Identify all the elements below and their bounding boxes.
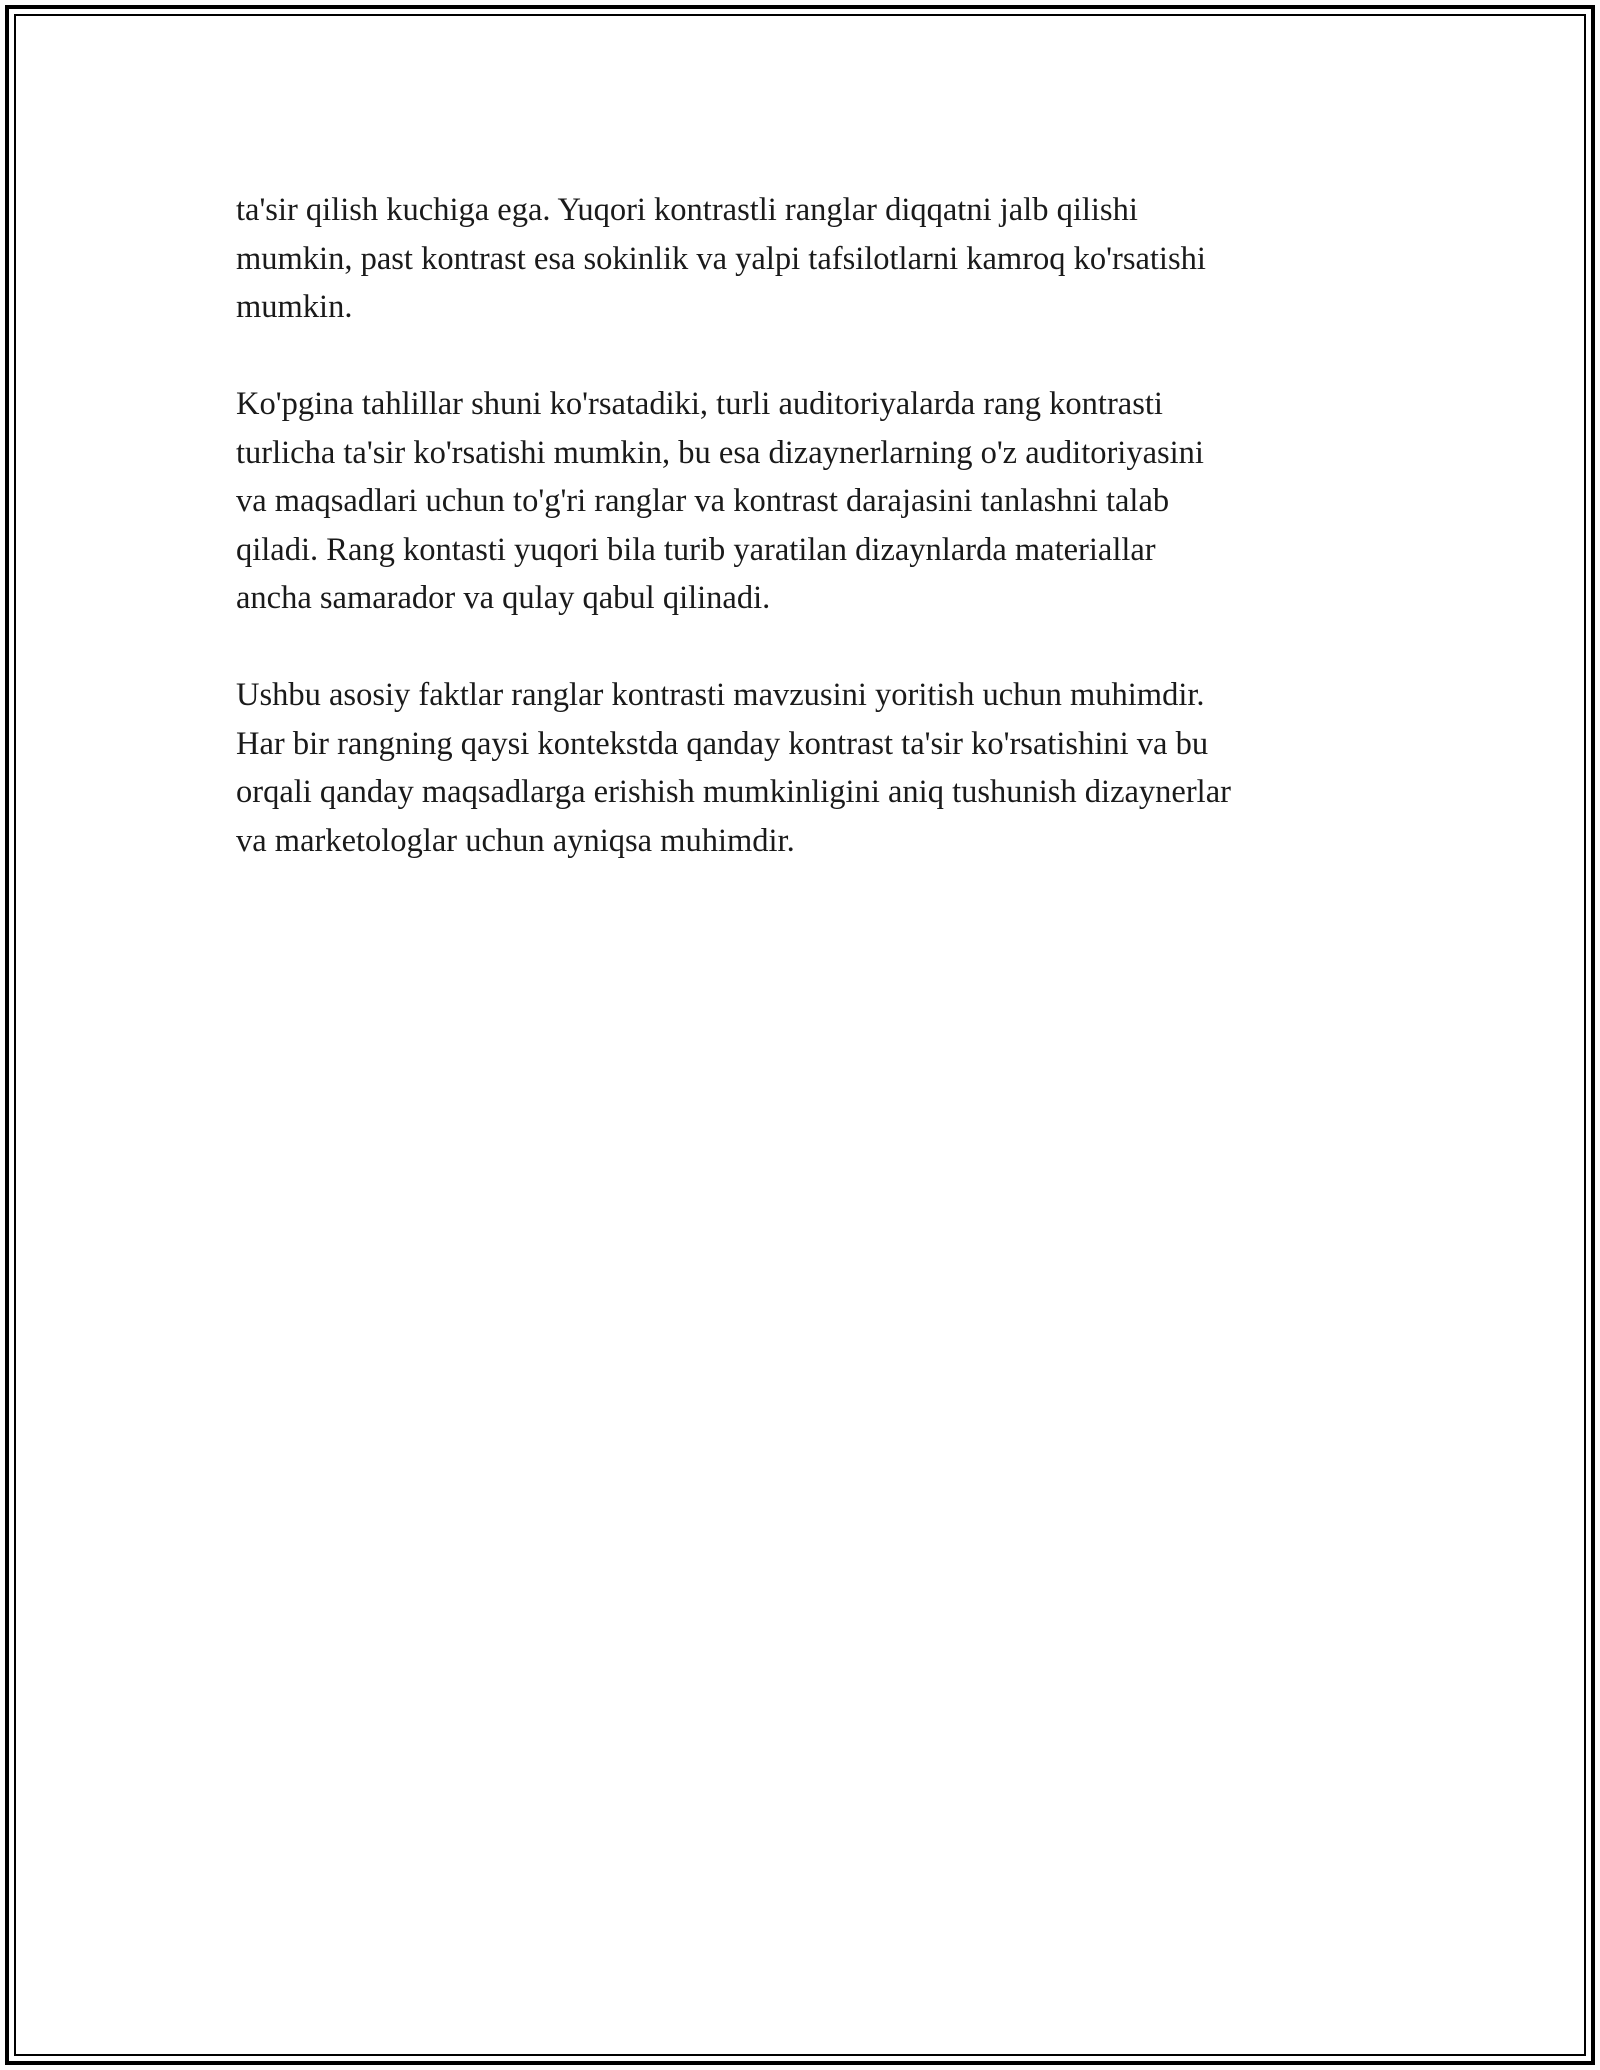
- text-line: Har bir rangning qaysi kontekstda qanday kontrast ta'sir ko'rsatishini va bu: [236, 725, 1209, 762]
- text-line: ancha samarador va qulay qabul qilinadi.: [236, 580, 771, 616]
- text-line: Ushbu asosiy faktlar ranglar kontrasti mavzusini yoritish uchun muhimdir.: [236, 677, 1205, 713]
- paragraph-2: [236, 380, 1366, 623]
- text-line: Ko'pgina tahlillar shuni ko'rsatadiki, turli auditoriyalarda rang kontrasti: [236, 386, 1163, 422]
- document-body: [236, 186, 1366, 914]
- text-line: orqali qanday maqsadlarga erishish mumkinligini aniq tushunish dizaynerlar: [236, 774, 1231, 810]
- text-line: ta'sir qilish kuchiga ega. Yuqori kontrastli ranglar diqqatni jalb qilishi: [236, 192, 1138, 228]
- text-line: qiladi. Rang kontasti yuqori bila turib yaratilan dizaynlarda materiallar: [236, 531, 1156, 568]
- paragraph-3: [236, 671, 1366, 865]
- paragraph-1: [236, 186, 1366, 332]
- text-line: mumkin.: [236, 289, 353, 325]
- text-line: va maqsadlari uchun to'g'ri ranglar va kontrast darajasini tanlashni talab: [236, 483, 1170, 519]
- text-line: mumkin, past kontrast esa sokinlik va yalpi tafsilotlarni kamroq ko'rsatishi: [236, 240, 1206, 277]
- text-line: turlicha ta'sir ko'rsatishi mumkin, bu esa dizaynerlarning o'z auditoriyasini: [236, 434, 1204, 471]
- text-line: va marketologlar uchun ayniqsa muhimdir.: [236, 822, 795, 859]
